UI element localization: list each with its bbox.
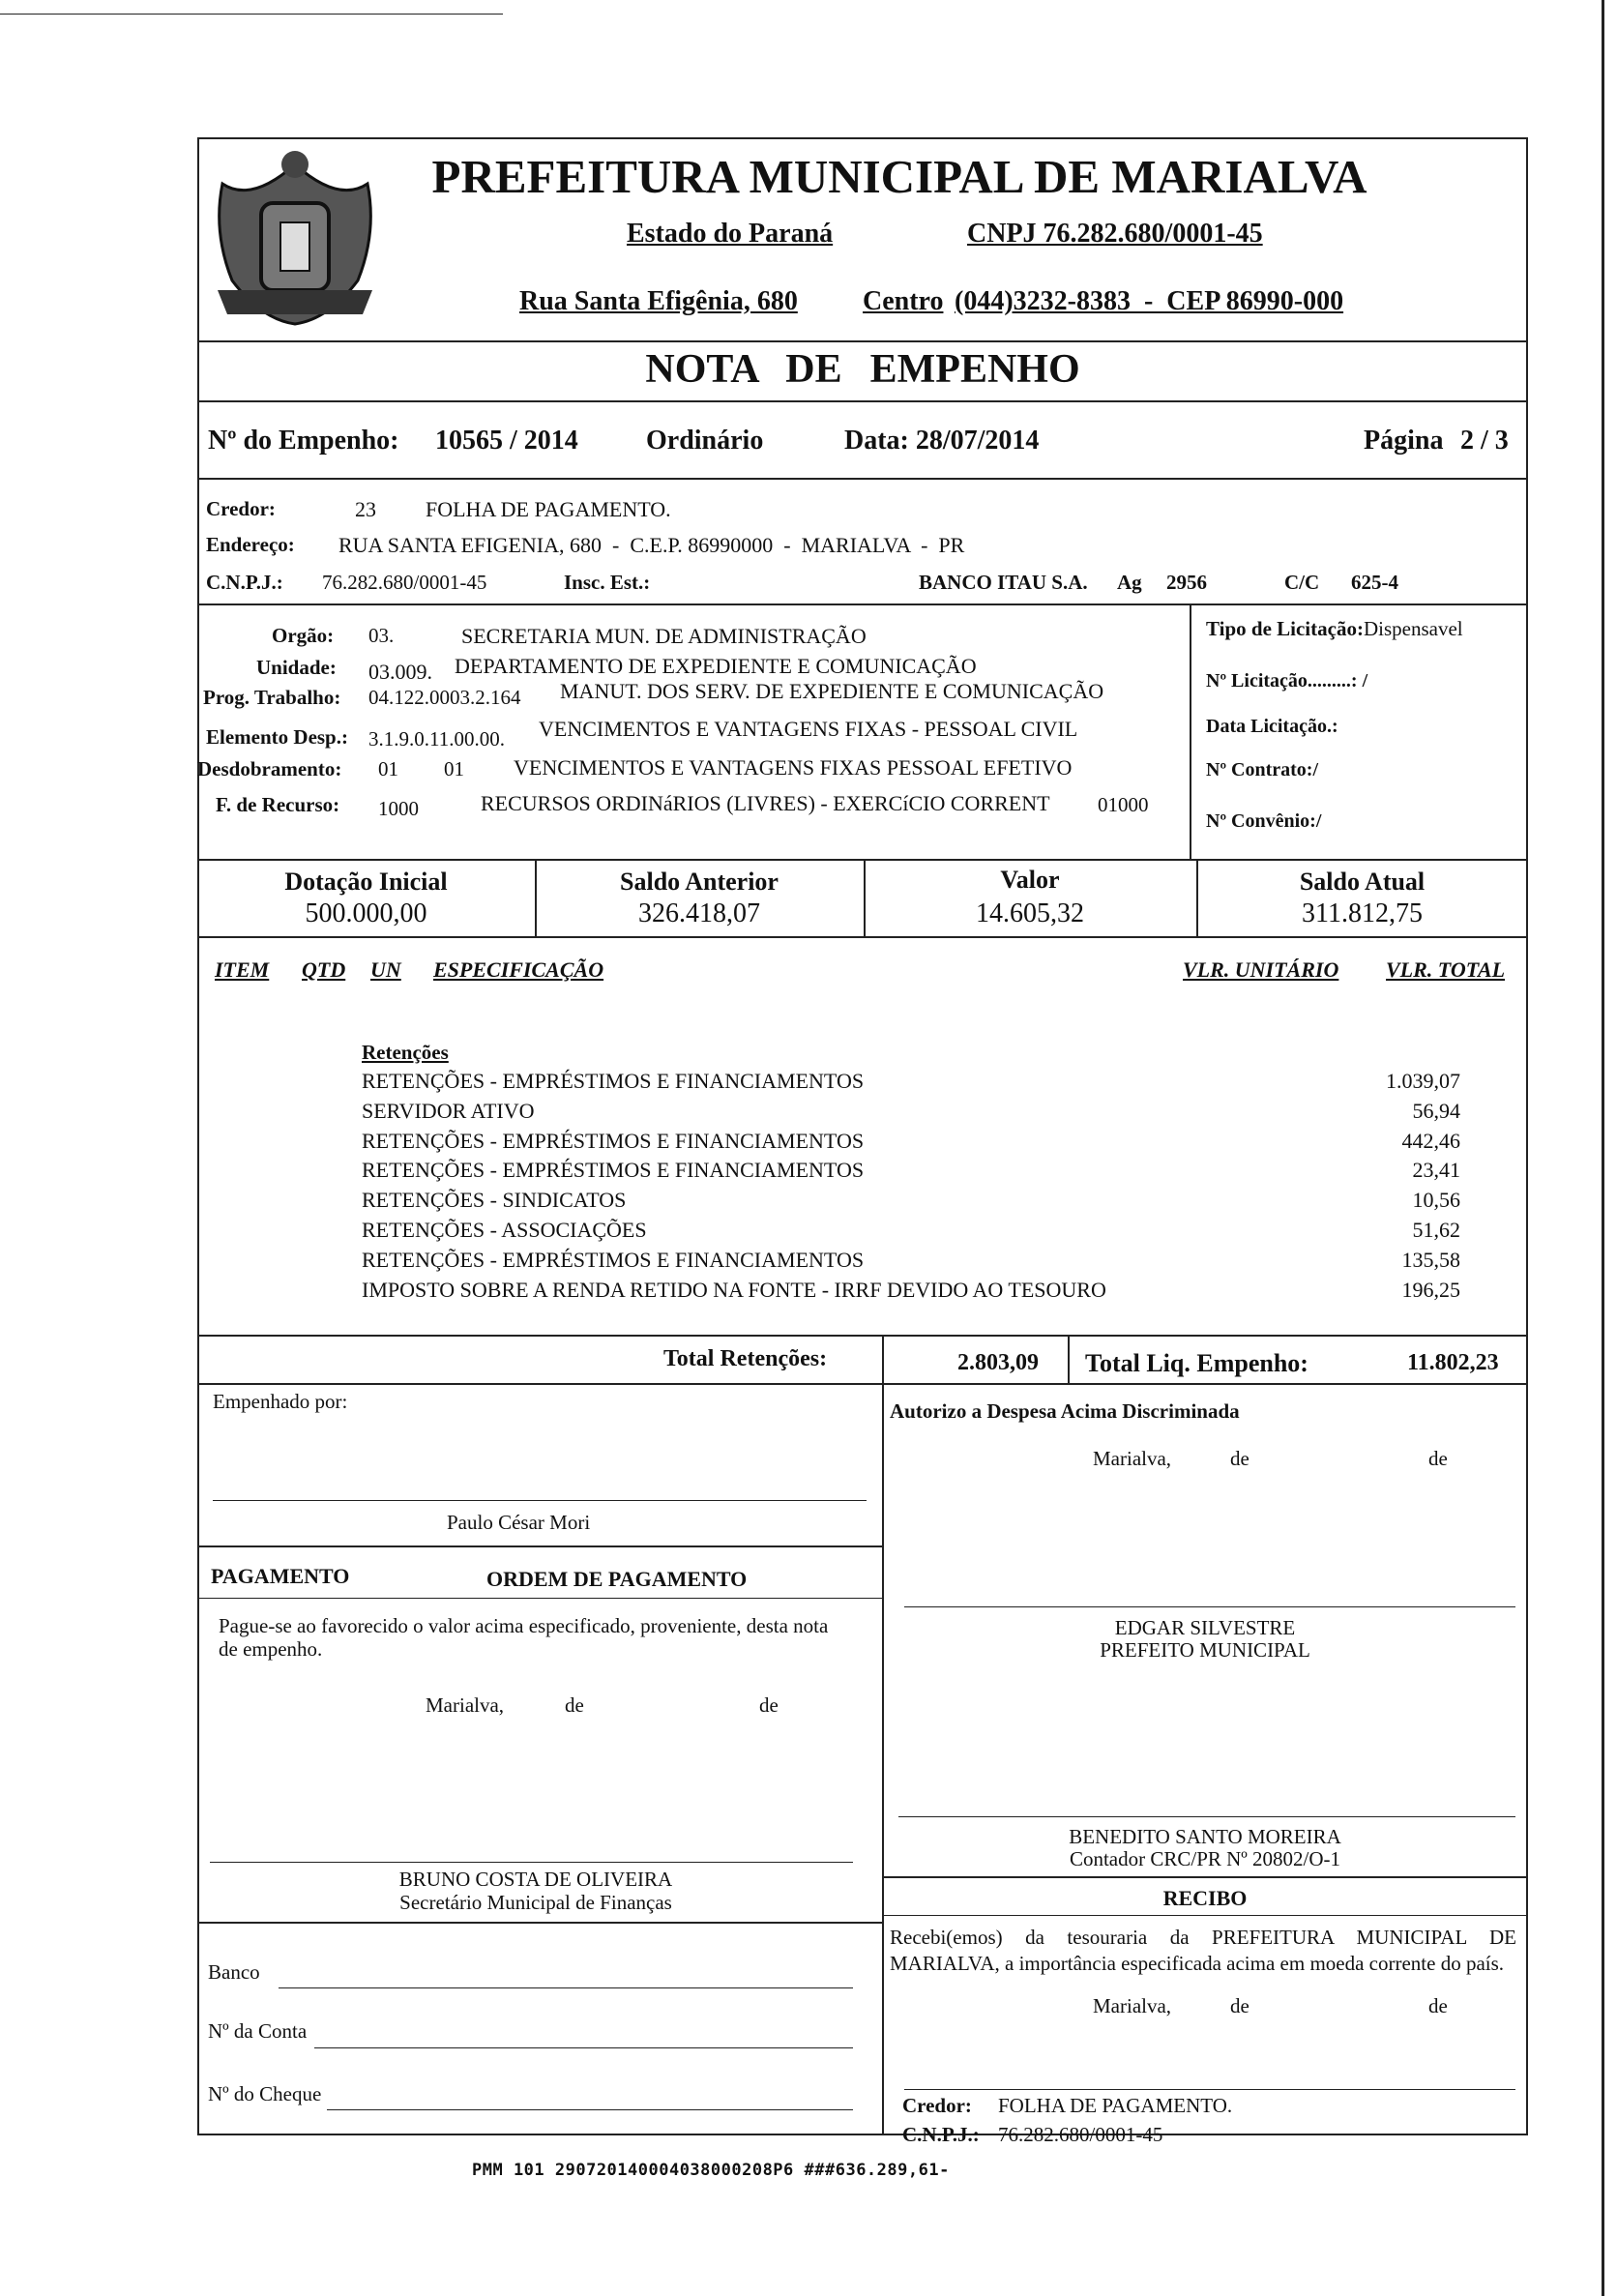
col-vlr-unitario: VLR. UNITÁRIO — [1183, 957, 1339, 982]
secretario-name: BRUNO COSTA DE OLIVEIRA — [398, 1868, 673, 1891]
footer-auth-code: PMM 101 290720140004038000208P6 ###636.289,61- — [472, 2161, 950, 2180]
retencao-desc: RETENÇÕES - ASSOCIAÇÕES — [362, 1217, 647, 1242]
orgao-label: Orgão: — [272, 624, 335, 647]
divider — [197, 603, 1528, 605]
header-address: Rua Santa Efigênia, 680 — [519, 286, 798, 316]
cheque-label: Nº do Cheque — [208, 2082, 322, 2105]
total-retencoes-label: Total Retenções: — [663, 1346, 828, 1371]
conta-line — [314, 2047, 853, 2048]
unidade-code: 03.009. — [368, 660, 432, 684]
retencao-desc: IMPOSTO SOBRE A RENDA RETIDO NA FONTE - IRRF DEVIDO AO TESOURO — [362, 1277, 1106, 1302]
scan-edge-line-right — [1602, 0, 1604, 2296]
recibo-credor-label: Credor: — [902, 2094, 972, 2117]
right-de-1: de — [1230, 1447, 1250, 1470]
conta-label: Nº da Conta — [208, 2019, 308, 2043]
retencao-value: 196,25 — [1401, 1277, 1460, 1302]
unidade-label: Unidade: — [256, 656, 337, 679]
right-de-2: de — [1428, 1447, 1448, 1470]
secretario-role: Secretário Municipal de Finanças — [399, 1891, 672, 1914]
retencao-value: 10,56 — [1412, 1188, 1460, 1213]
col-vlr-total: VLR. TOTAL — [1386, 957, 1506, 982]
left-de-1: de — [565, 1693, 584, 1717]
credor-name: FOLHA DE PAGAMENTO. — [426, 497, 671, 521]
valor-value: 14.605,32 — [976, 898, 1084, 928]
col-un: UN — [370, 957, 401, 982]
divider — [197, 400, 1528, 402]
retencao-value: 51,62 — [1412, 1217, 1460, 1242]
divider — [197, 1545, 882, 1547]
dotacao-inicial-label: Dotação Inicial — [284, 868, 448, 896]
recurso-name: RECURSOS ORDINáRIOS (LIVRES) - EXERCíCIO CORRENT — [481, 791, 1050, 815]
divider — [197, 1383, 1528, 1385]
saldo-atual-label: Saldo Atual — [1299, 868, 1426, 896]
recibo-title: RECIBO — [1162, 1886, 1248, 1910]
recibo-credor: FOLHA DE PAGAMENTO. — [998, 2094, 1233, 2117]
divider — [197, 340, 1528, 342]
left-city: Marialva, — [426, 1693, 505, 1717]
desdob-code2: 01 — [444, 757, 464, 780]
list-item — [362, 1278, 1460, 1308]
list-item — [362, 1218, 1460, 1248]
cnpj-label: C.N.P.J.: — [206, 571, 283, 594]
signature-line — [213, 1500, 867, 1501]
licitacao-convenio: Nº Convênio:/ — [1206, 810, 1322, 832]
insc-label: Insc. Est.: — [564, 571, 651, 594]
elemento-code: 3.1.9.0.11.00.00. — [368, 727, 505, 751]
retencao-value: 135,58 — [1401, 1247, 1460, 1272]
banco-label: Banco — [208, 1960, 260, 1984]
signature-line — [904, 1606, 1515, 1607]
scan-edge-line — [0, 14, 503, 15]
endereco-value: RUA SANTA EFIGENIA, 680 - C.E.P. 86990000 - MARIALVA - PR — [338, 533, 965, 557]
prefeito-role: PREFEITO MUNICIPAL — [1100, 1638, 1310, 1662]
elemento-label: Elemento Desp.: — [206, 725, 348, 749]
divider — [197, 1335, 1528, 1337]
dotacao-inicial-value: 500.000,00 — [305, 898, 427, 928]
credor-label: Credor: — [206, 497, 276, 520]
retencoes-list — [362, 1069, 1460, 1307]
contador-role: Contador CRC/PR Nº 20802/O-1 — [1069, 1847, 1341, 1870]
contador-name: BENEDITO SANTO MOREIRA — [1069, 1825, 1341, 1848]
divider-vertical — [1190, 603, 1191, 859]
divider — [197, 936, 1528, 938]
empenho-label: Nº do Empenho: — [208, 426, 399, 456]
ordem-pagamento-label: ORDEM DE PAGAMENTO — [486, 1567, 748, 1591]
col-item: ITEM — [215, 957, 270, 982]
divider-vertical — [1068, 1335, 1070, 1383]
licitacao-tipo-value: Dispensavel — [1363, 617, 1463, 640]
pague-se-text: Pague-se ao favorecido o valor acima especificado, proveniente, desta nota de empenho. — [219, 1614, 829, 1661]
list-item — [362, 1248, 1460, 1278]
retencao-desc: RETENÇÕES - SINDICATOS — [362, 1188, 627, 1213]
banco-name: BANCO ITAU S.A. — [919, 571, 1088, 594]
empenho-type: Ordinário — [646, 426, 764, 456]
recibo-cnpj-label: C.N.P.J.: — [902, 2123, 980, 2146]
col-qtd: QTD — [302, 957, 346, 982]
header-title: PREFEITURA MUNICIPAL DE MARIALVA — [431, 150, 1367, 203]
elemento-name: VENCIMENTOS E VANTAGENS FIXAS - PESSOAL CIVIL — [539, 717, 1078, 741]
retencao-value: 56,94 — [1412, 1098, 1460, 1123]
licitacao-tipo — [1206, 617, 1463, 641]
signature-line — [898, 1816, 1515, 1817]
prefeito-name: EDGAR SILVESTRE — [1114, 1616, 1296, 1639]
retencao-desc: RETENÇÕES - EMPRÉSTIMOS E FINANCIAMENTOS — [362, 1128, 865, 1153]
prog-code: 04.122.0003.2.164 — [368, 686, 521, 709]
coat-of-arms-icon — [203, 145, 387, 339]
list-item — [362, 1099, 1460, 1129]
retencao-desc: RETENÇÕES - EMPRÉSTIMOS E FINANCIAMENTOS — [362, 1158, 865, 1183]
desdob-code1: 01 — [378, 757, 398, 780]
list-item — [362, 1069, 1460, 1099]
valor-label: Valor — [1000, 866, 1060, 894]
divider — [882, 1876, 1528, 1878]
divider — [197, 1922, 882, 1924]
header-district: Centro — [863, 286, 944, 316]
divider-vertical — [882, 1335, 884, 1383]
licitacao-tipo-label: Tipo de Licitação: — [1206, 617, 1364, 640]
autorizo-text: Autorizo a Despesa Acima Discriminada — [890, 1399, 1240, 1423]
empenho-date: Data: 28/07/2014 — [844, 426, 1040, 456]
list-item — [362, 1158, 1460, 1188]
recibo-text: Recebi(emos) da tesouraria da PREFEITURA MUNICIPAL DE MARIALVA, a importância especificada acima em moeda corrente do país. — [890, 1926, 1516, 1975]
recibo-de-2: de — [1428, 1994, 1448, 2017]
total-retencoes-value: 2.803,09 — [957, 1350, 1039, 1375]
divider — [197, 1598, 882, 1599]
header-cnpj: CNPJ 76.282.680/0001-45 — [967, 219, 1263, 249]
recurso-code: 1000 — [378, 797, 419, 820]
recibo-de-1: de — [1230, 1994, 1250, 2017]
page-label: Página — [1364, 426, 1444, 456]
saldo-anterior-label: Saldo Anterior — [620, 868, 779, 896]
orgao-code: 03. — [368, 624, 395, 647]
page-number: 2 / 3 — [1460, 426, 1509, 456]
retencao-value: 23,41 — [1412, 1158, 1460, 1183]
prog-label: Prog. Trabalho: — [203, 686, 341, 709]
saldo-anterior-value: 326.418,07 — [638, 898, 760, 928]
desdob-name: VENCIMENTOS E VANTAGENS FIXAS PESSOAL EFETIVO — [514, 755, 1073, 780]
signature-line — [904, 2089, 1515, 2090]
left-de-2: de — [759, 1693, 779, 1717]
recibo-city: Marialva, — [1093, 1994, 1172, 2017]
desdob-label: Desdobramento: — [197, 757, 342, 780]
licitacao-data: Data Licitação.: — [1206, 716, 1338, 737]
ag-value: 2956 — [1166, 571, 1207, 594]
signature-line — [210, 1862, 853, 1863]
cheque-line — [327, 2109, 853, 2110]
ag-label: Ag — [1117, 571, 1142, 594]
retencao-desc: RETENÇÕES - EMPRÉSTIMOS E FINANCIAMENTOS — [362, 1069, 865, 1093]
retencao-value: 1.039,07 — [1386, 1069, 1460, 1093]
retencao-desc: RETENÇÕES - EMPRÉSTIMOS E FINANCIAMENTOS — [362, 1247, 865, 1272]
divider — [197, 859, 1528, 861]
prog-name: MANUT. DOS SERV. DE EXPEDIENTE E COMUNICAÇÃO — [560, 679, 1104, 703]
banco-line — [279, 1987, 853, 1988]
retencao-desc: SERVIDOR ATIVO — [362, 1098, 535, 1123]
col-especificacao: ESPECIFICAÇÃO — [433, 957, 604, 982]
cnpj-value: 76.282.680/0001-45 — [322, 571, 487, 594]
recibo-cnpj: 76.282.680/0001-45 — [998, 2123, 1163, 2146]
empenhador-name: Paulo César Mori — [447, 1511, 591, 1534]
total-liquido-label: Total Liq. Empenho: — [1085, 1349, 1308, 1377]
total-liquido-value: 11.802,23 — [1407, 1350, 1499, 1375]
unidade-name: DEPARTAMENTO DE EXPEDIENTE E COMUNICAÇÃO — [455, 654, 977, 678]
cc-value: 625-4 — [1351, 571, 1398, 594]
list-item — [362, 1188, 1460, 1218]
header-phone-cep: (044)3232-8383 - CEP 86990-000 — [955, 286, 1344, 316]
divider-vertical — [882, 1383, 884, 2135]
orgao-name: SECRETARIA MUN. DE ADMINISTRAÇÃO — [461, 624, 867, 648]
right-city: Marialva, — [1093, 1447, 1172, 1470]
empenho-number: 10565 / 2014 — [435, 426, 578, 456]
list-item — [362, 1129, 1460, 1159]
empenhado-por-label: Empenhado por: — [213, 1390, 348, 1413]
saldo-atual-value: 311.812,75 — [1302, 898, 1423, 928]
doc-title: NOTA DE EMPENHO — [645, 347, 1080, 392]
pagamento-label: PAGAMENTO — [211, 1564, 350, 1588]
header-state: Estado do Paraná — [627, 219, 834, 249]
recurso-code2: 01000 — [1098, 793, 1149, 816]
recurso-label: F. de Recurso: — [216, 793, 340, 816]
divider — [882, 1915, 1528, 1916]
endereco-label: Endereço: — [206, 533, 295, 556]
credor-code: 23 — [355, 497, 376, 521]
licitacao-contrato: Nº Contrato:/ — [1206, 759, 1319, 780]
cc-label: C/C — [1284, 571, 1320, 594]
retencoes-title: Retenções — [362, 1041, 449, 1064]
retencao-value: 442,46 — [1401, 1128, 1460, 1153]
licitacao-numero: Nº Licitação.........: / — [1206, 670, 1368, 692]
divider — [197, 478, 1528, 480]
